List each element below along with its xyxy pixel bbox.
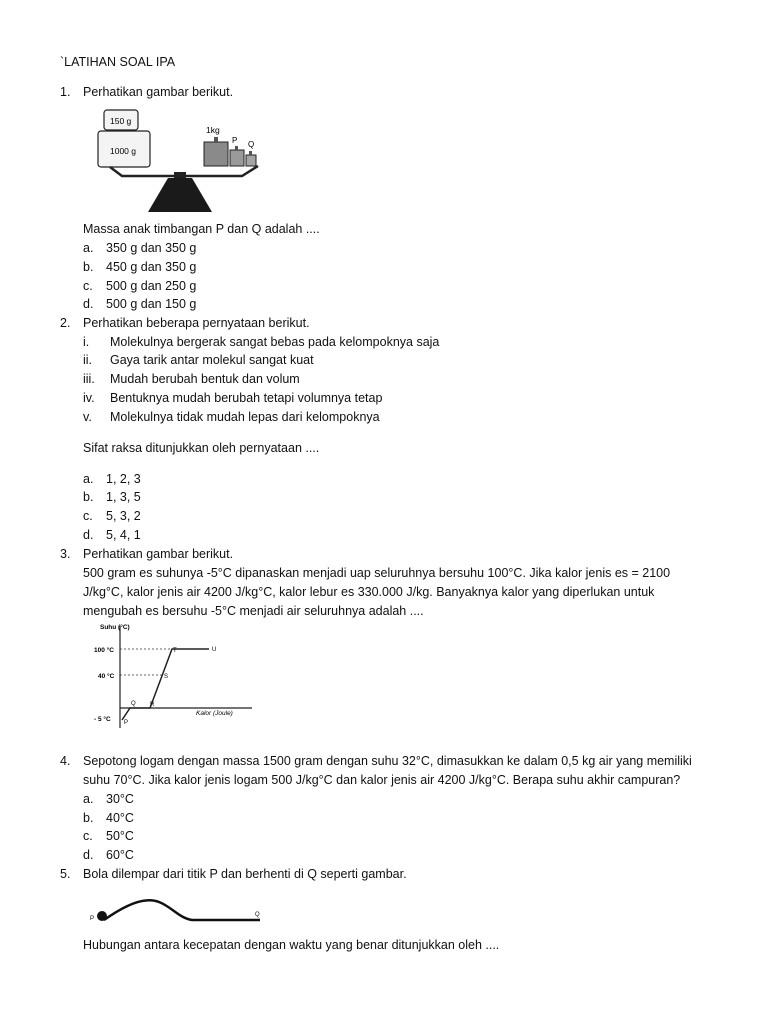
option-text: 500 g dan 150 g xyxy=(106,297,197,311)
statement-numeral: v. xyxy=(83,410,92,424)
mass-label-1kg: 1kg xyxy=(206,125,220,135)
point-label-s: S xyxy=(164,674,169,680)
point-label-u: U xyxy=(212,647,217,653)
question-number-4: 4. xyxy=(60,754,71,768)
statement-numeral: i. xyxy=(83,335,90,349)
question-3-line: 500 gram es suhunya -5°C dipanaskan menjadi uap seluruhnya bersuhu 100°C. Jika kalor jenis es = 2100 xyxy=(83,566,671,580)
option-text: 50°C xyxy=(106,829,134,843)
balance-base xyxy=(148,178,212,212)
statement-text: Bentuknya mudah berubah tetapi volumnya tetap xyxy=(110,391,383,405)
option-text: 30°C xyxy=(106,792,134,806)
point-label-p: P xyxy=(124,720,129,726)
statement-numeral: ii. xyxy=(83,353,93,367)
option-text: 5, 4, 1 xyxy=(106,528,141,542)
weight-label-p: P xyxy=(232,136,238,145)
tick-label-neg5: - 5 °C xyxy=(94,716,111,723)
weight-p-handle xyxy=(235,146,238,150)
question-number-5: 5. xyxy=(60,867,71,881)
y-axis-label: Suhu (°C) xyxy=(100,624,130,631)
question-3-line: mengubah es bersuhu -5°C menjadi air seluruhnya adalah .... xyxy=(83,604,424,618)
statement-numeral: iv. xyxy=(83,391,95,405)
option-letter: b. xyxy=(83,260,94,274)
weight-1kg-handle xyxy=(214,137,218,142)
question-number-1: 1. xyxy=(60,85,71,99)
option-letter: b. xyxy=(83,811,94,825)
balance-pivot xyxy=(174,172,186,178)
statement-text: Molekulnya bergerak sangat bebas pada kelompoknya saja xyxy=(110,335,440,349)
question-3-prompt: Perhatikan gambar berikut. xyxy=(83,547,234,561)
heating-curve-graph xyxy=(84,620,256,732)
question-number-3: 3. xyxy=(60,547,71,561)
option-letter: a. xyxy=(83,792,94,806)
question-1-prompt: Perhatikan gambar berikut. xyxy=(83,85,234,99)
statement-numeral: iii. xyxy=(83,372,95,386)
option-letter: c. xyxy=(83,509,93,523)
weight-q-handle xyxy=(249,151,252,155)
weight-label-q: Q xyxy=(248,140,255,149)
option-letter: b. xyxy=(83,490,94,504)
mass-label-1000: 1000 g xyxy=(110,146,136,156)
tick-label-40: 40 °C xyxy=(98,673,115,680)
ball-label-p: P xyxy=(90,916,95,922)
option-letter: c. xyxy=(83,829,93,843)
question-1-text: Massa anak timbangan P dan Q adalah .... xyxy=(83,222,320,236)
balance-scale-figure xyxy=(92,106,272,214)
question-2-text: Sifat raksa ditunjukkan oleh pernyataan .... xyxy=(83,441,320,455)
mass-label-150: 150 g xyxy=(110,116,132,126)
option-letter: a. xyxy=(83,472,94,486)
option-text: 1, 3, 5 xyxy=(106,490,141,504)
option-text: 450 g dan 350 g xyxy=(106,260,197,274)
option-text: 5, 3, 2 xyxy=(106,509,141,523)
weight-1kg xyxy=(204,142,228,166)
question-4-line: Sepotong logam dengan massa 1500 gram dengan suhu 32°C, dimasukkan ke dalam 0,5 kg air yang memiliki xyxy=(83,754,692,768)
option-letter: d. xyxy=(83,297,94,311)
question-number-2: 2. xyxy=(60,316,71,330)
point-label-q: Q xyxy=(131,701,136,707)
question-5-text: Hubungan antara kecepatan dengan waktu yang benar ditunjukkan oleh .... xyxy=(83,938,500,952)
question-2-prompt: Perhatikan beberapa pernyataan berikut. xyxy=(83,316,310,330)
option-text: 500 g dan 250 g xyxy=(106,279,197,293)
option-text: 40°C xyxy=(106,811,134,825)
question-3-line: J/kg°C, kalor jenis air 4200 J/kg°C, kalor lebur es 330.000 J/kg. Banyaknya kalor yang diperlukan untuk xyxy=(83,585,655,599)
statement-text: Mudah berubah bentuk dan volum xyxy=(110,372,300,386)
point-label-t: T xyxy=(173,648,177,654)
tick-label-100: 100 °C xyxy=(94,647,114,654)
option-text: 350 g dan 350 g xyxy=(106,241,197,255)
option-letter: c. xyxy=(83,279,93,293)
ball-path-figure xyxy=(84,896,268,928)
question-5-prompt: Bola dilempar dari titik P dan berhenti di Q seperti gambar. xyxy=(83,867,407,881)
statement-text: Gaya tarik antar molekul sangat kuat xyxy=(110,353,314,367)
option-letter: a. xyxy=(83,241,94,255)
point-label-r: R xyxy=(150,702,155,708)
question-4-line: suhu 70°C. Jika kalor jenis logam 500 J/kg°C dan kalor jenis air 4200 J/kg°C. Berapa suhu akhir campuran? xyxy=(83,773,681,787)
x-axis-label: Kalor (Joule) xyxy=(196,710,233,717)
weight-q xyxy=(246,155,256,166)
statement-text: Molekulnya tidak mudah lepas dari kelompoknya xyxy=(110,410,380,424)
ball-path xyxy=(104,900,260,920)
page-title: `LATIHAN SOAL IPA xyxy=(60,55,176,69)
option-text: 60°C xyxy=(106,848,134,862)
ball-label-q: Q xyxy=(255,912,260,918)
weight-p xyxy=(230,150,244,166)
option-text: 1, 2, 3 xyxy=(106,472,141,486)
option-letter: d. xyxy=(83,528,94,542)
option-letter: d. xyxy=(83,848,94,862)
